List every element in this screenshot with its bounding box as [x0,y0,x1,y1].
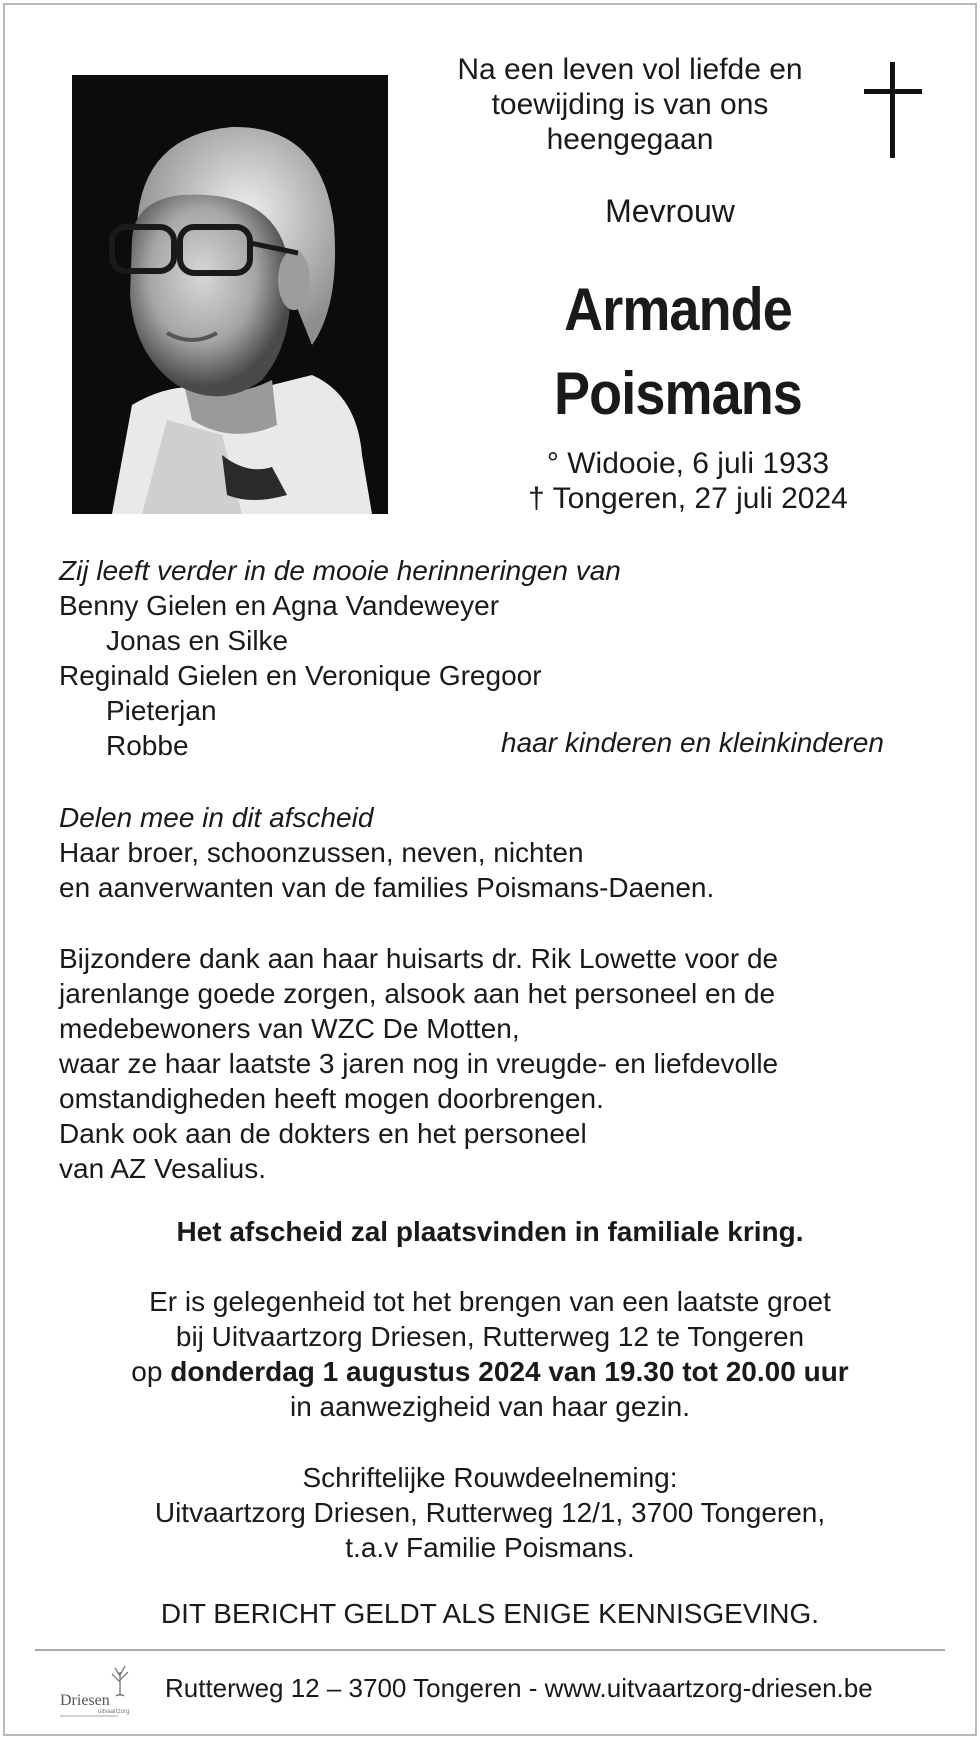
sharing-line: en aanverwanten van de families Poismans-Daenen. [59,872,715,903]
family-relation-note: haar kinderen en kleinkinderen [501,727,884,758]
thanks-line: medebewoners van WZC De Motten, [59,1013,520,1044]
thanks-line: Bijzondere dank aan haar huisarts dr. Rik Lowette voor de [59,943,779,974]
first-name: Armande [564,276,792,343]
family-line: Benny Gielen en Agna Vandeweyer [59,590,500,621]
life-dates [478,446,898,516]
thanks-line: omstandigheden heeft mogen doorbrengen. [59,1083,604,1114]
family-line: Jonas en Silke [106,625,289,656]
viewing-datetime [40,1354,940,1389]
thanks-line: van AZ Vesalius. [59,1153,267,1184]
sharing-line: Haar broer, schoonzussen, neven, nichten [59,837,584,868]
condolence-line: Schriftelijke Rouwdeelneming: [302,1462,678,1493]
footer-divider [35,1649,945,1651]
portrait-photo [72,75,388,514]
thanks-section [59,941,778,1186]
logo-text: Driesen [60,1692,110,1709]
notice: DIT BERICHT GELDT ALS ENIGE KENNISGEVING. [160,1598,820,1629]
family-line: Reginald Gielen en Veronique Gregoor [59,660,542,691]
viewing-line: in aanwezigheid van haar gezin. [289,1391,691,1422]
deceased-name [498,268,858,436]
footer-address: Rutterweg 12 – 3700 Tongeren - www.uitvaartzorg-driesen.be [165,1673,873,1703]
viewing-info [40,1284,940,1424]
last-name: Poismans [554,360,802,427]
cross-icon [864,62,924,158]
condolence-info [40,1460,940,1565]
sharing-intro: Delen mee in dit afscheid [59,802,374,833]
viewing-line: bij Uitvaartzorg Driesen, Rutterweg 12 te Tongeren [175,1321,805,1352]
thanks-line: jarenlange goede zorgen, alsook aan het personeel en de [59,978,776,1009]
intro-line: Na een leven vol liefde en [457,53,803,86]
death-date: Tongeren, 27 juli 2024 [552,482,848,515]
intro-line: toewijding is van ons [491,88,769,121]
sharing-section [59,800,714,905]
birth-date: ° Widooie, 6 juli 1933 [546,447,830,480]
viewing-line: Er is gelegenheid tot het brengen van een laatste groet [149,1286,831,1317]
viewing-date-time: donderdag 1 augustus 2024 van 19.30 tot 20.00 uur [170,1356,849,1387]
condolence-line: t.a.v Familie Poismans. [345,1532,635,1563]
family-line: Pieterjan [106,695,217,726]
death-date-line [478,481,898,516]
condolence-line: Uitvaartzorg Driesen, Rutterweg 12/1, 3700 Tongeren, [154,1497,826,1528]
driesen-logo [58,1660,144,1720]
viewing-prefix: op [131,1356,163,1387]
thanks-line: Dank ook aan de dokters en het personeel [59,1118,587,1149]
salutation: Mevrouw [605,193,735,229]
intro-line: heengegaan [546,123,714,156]
thanks-line: waar ze haar laatste 3 jaren nog in vreugde- en liefdevolle [59,1048,779,1079]
farewell-statement: Het afscheid zal plaatsvinden in familiale kring. [176,1216,804,1247]
intro-text [420,52,840,157]
logo-subtext: uitvaartzorg [98,1709,130,1715]
family-line: Robbe [106,730,189,761]
dagger-icon: † [528,482,545,515]
memory-intro: Zij leeft verder in de mooie herinneringen van [59,555,621,586]
